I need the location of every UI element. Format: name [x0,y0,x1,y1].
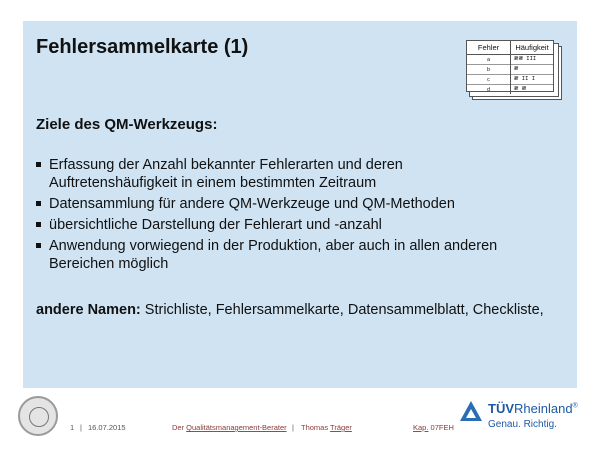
tally-header-haeufigkeit: Häufigkeit [511,41,554,55]
footer-course-prefix: Der [172,423,187,432]
bullet-text-line: Erfassung der Anzahl bekannter Fehlerarten und deren [49,157,403,173]
bullet-item [36,237,556,273]
brand-registered-mark: ® [572,402,578,410]
bullet-square-icon [36,243,41,248]
tally-cell-count: 𝍸 [511,65,554,75]
footer-separator: | [80,423,82,432]
tally-row [467,75,553,85]
other-names-line [36,302,544,318]
bullet-square-icon [36,222,41,227]
tally-cell-count: 𝍸 𝍸 [511,85,554,95]
tally-cell-fehler: d [467,85,511,95]
bullet-list [36,156,556,276]
tally-sheet-front [466,40,554,92]
tally-cell-fehler: a [467,55,511,65]
certification-seal-icon [18,396,58,436]
footer-author-last: Träger [330,423,352,432]
bullet-text-line: Datensammlung für andere QM-Werkzeuge und QM-Methoden [49,196,455,212]
tally-sheet-illustration [466,40,562,98]
tally-table [467,41,553,94]
brand-name [488,401,578,416]
bullet-item [36,156,556,192]
tally-header-fehler: Fehler [467,41,511,55]
brand-name-bold: TÜV [488,401,514,416]
tally-cell-fehler: b [467,65,511,75]
footer-chapter-code: 07FEH [428,423,454,432]
bullet-item [36,195,556,213]
bullet-square-icon [36,162,41,167]
bullet-text-line: Anwendung vorwiegend in der Produktion, aber auch in allen anderen [49,238,498,254]
bullet-text-line: Bereichen möglich [49,256,169,272]
footer-chapter-label: Kap. [413,423,429,432]
tally-cell-count: 𝍸𝍸 III [511,55,554,65]
footer-chapter [413,423,454,432]
footer-date: 16.07.2015 [88,423,126,432]
bullet-text-line: Auftretenshäufigkeit in einem bestimmten Zeitraum [49,175,377,191]
tuv-triangle-logo-icon [460,401,482,421]
other-names-label: andere Namen: [36,302,141,318]
footer-page-number: 1 [70,423,75,432]
footer-course-title: Qualitätsmanagement-Berater [186,423,287,432]
other-names-text: Strichliste, Fehlersammelkarte, Datensammelblatt, Checkliste, [144,302,544,318]
tally-row [467,65,553,75]
footer-course [172,423,287,432]
footer-author [301,423,352,432]
brand-claim: Genau. Richtig. [488,419,557,430]
brand-name-rest: Rheinland [514,401,573,416]
section-heading: Ziele des QM-Werkzeugs: [36,116,218,133]
slide-title: Fehlersammelkarte (1) [36,36,249,58]
tally-cell-fehler: c [467,75,511,85]
tally-row [467,85,553,95]
footer-separator: | [292,423,294,432]
bullet-square-icon [36,201,41,206]
footer-author-first: Thomas [301,423,331,432]
bullet-item [36,216,556,234]
bullet-text-line: übersichtliche Darstellung der Fehlerart und -anzahl [49,217,382,233]
tally-cell-count: 𝍸 II I [511,75,554,85]
tally-row [467,55,553,65]
